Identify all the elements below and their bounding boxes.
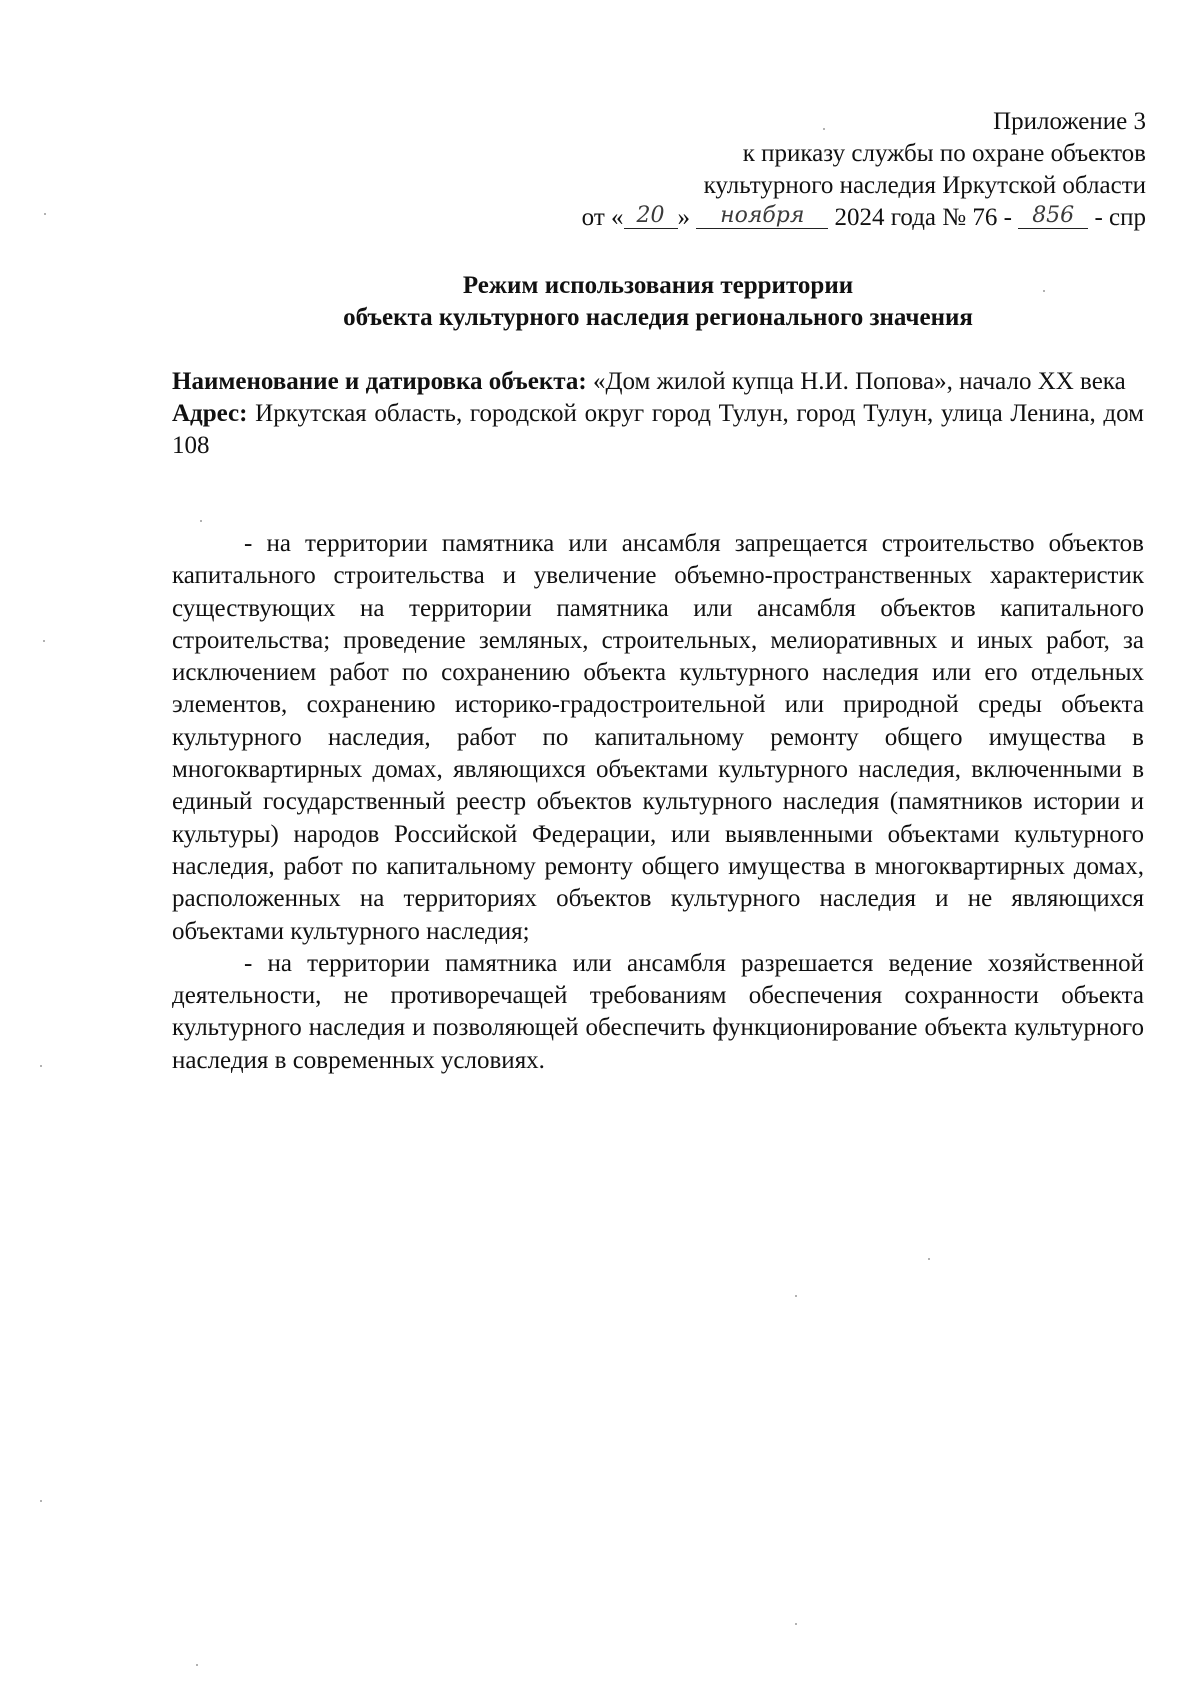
scan-speck [795, 1295, 797, 1297]
scan-speck [43, 640, 45, 642]
object-address-paragraph [172, 398, 1144, 462]
object-address-label: Адрес: [172, 400, 248, 427]
scan-speck [795, 1623, 797, 1625]
document-title [170, 270, 1146, 334]
object-address-value: Иркутская область, городской округ город Тулун, город Тулун, улица Ленина, дом 108 [172, 400, 1145, 459]
object-name-label: Наименование и датировка объекта: [172, 368, 587, 395]
order-suffix: - спр [1094, 204, 1146, 231]
object-name-paragraph [172, 366, 1144, 398]
title-line-2: объекта культурного наследия регионального значения [343, 304, 973, 331]
annex-number: Приложение 3 [993, 108, 1146, 135]
scan-speck [200, 520, 202, 522]
prohibition-paragraph: - на территории памятника или ансамбля запрещается строительство объектов капитального строительства и увеличение объемно-пространственных характеристик существующих на территории памятника или ансамбля объектов капитального строительства; проведение земляных, строительных, мелиоративных и иных работ, за исключением работ по сохранению объекта культурного наследия или его отдельных элементов, сохранению историко-градостроительной или природной среды объекта культурного наследия, работ по капитальному ремонту общего имущества в многоквартирных домах, являющихся объектами культурного наследия, включенными в единый государственный реестр объектов культурного наследия (памятников истории и культуры) народов Российской Федерации, или выявленными объектами культурного наследия, работ по капитальному ремонту общего имущества в многоквартирных домах, расположенных на территориях объектов культурного наследия и не являющихся объектами культурного наследия; [172, 530, 1144, 945]
handwritten-day: 20 [624, 204, 678, 229]
title-line-1: Режим использования территории [462, 272, 854, 299]
regime-text [172, 528, 1144, 1077]
handwritten-order-number: 856 [1018, 204, 1088, 229]
date-quote-close: » [677, 204, 691, 231]
object-info [172, 366, 1144, 462]
scan-speck [40, 1500, 42, 1502]
annex-issuer: культурного наследия Иркутской области [703, 172, 1146, 199]
annex-date-line [386, 202, 1146, 234]
handwritten-month: ноября [696, 204, 828, 229]
object-name-value: «Дом жилой купца Н.И. Попова», начало XX века [592, 368, 1126, 395]
annex-order-reference: к приказу службы по охране объектов [742, 140, 1146, 167]
scan-speck [196, 1664, 198, 1666]
annex-header [386, 106, 1146, 234]
scan-speck [928, 1258, 930, 1260]
date-year-and-order: 2024 года № 76 - [834, 204, 1012, 231]
scan-speck [44, 213, 46, 215]
scan-speck [1043, 290, 1045, 292]
permission-paragraph: - на территории памятника или ансамбля разрешается ведение хозяйственной деятельности, не противоречащей требованиям обеспечения сохранности объекта культурного наследия и позволяющей обеспечить функционирование объекта культурного наследия в современных условиях. [172, 949, 1144, 1074]
scan-speck [40, 1065, 42, 1067]
date-prefix: от « [581, 204, 624, 231]
scan-speck [823, 128, 825, 130]
